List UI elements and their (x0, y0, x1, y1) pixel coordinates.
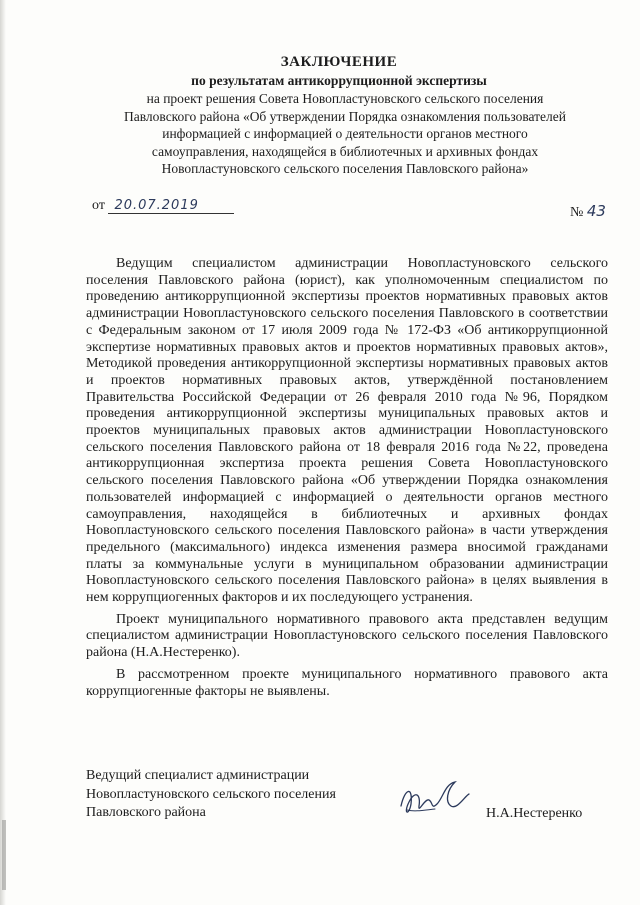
position-line: Павловского района (86, 805, 206, 820)
scan-edge-mark (2, 820, 6, 890)
document-body (86, 256, 608, 700)
body-paragraph: Ведущим специалистом администрации Новопластуновского сельского поселения Павловского района (юрист), как уполномоченным специалистом по проведению антикоррупционной экспертизы проектов нормативных правовых актов администрации Новопластуновского сельского поселения Павловского в соответствии с Федеральным законом от 17 июля 2009 года № 172-ФЗ «Об антикоррупционной экспертизе нормативных правовых актов и проектов нормативных правовых актов», Методикой проведения антикоррупционной экспертизы нормативных правовых актов и проектов нормативных правовых актов, утверждённой постановлением Правительства Российской Федерации от 26 февраля 2010 года №96, Порядком проведения антикоррупционной экспертизы муниципальных правовых актов и проектов муниципальных правовых актов администрации Новопластуновского сельского поселения Павловского района от 18 февраля 2016 года №22, проведена антикоррупционная экспертиза проекта решения Совета Новопластуновского сельского поселения Павловского района «Об утверждении Порядка ознакомления пользователей информацией с информацией о деятельности органов местного самоуправления, находящейся в библиотечных и архивных фондах Новопластуновского сельского поселения Павловского района» в части утверждения предельного (максимального) индекса изменения размера вносимой гражданами платы за коммунальные услуги в муниципальном образовании администрации Новопластуновского сельского поселения Павловского района» в целях выявления в нем коррупциогенных факторов и их последующего устранения. (86, 256, 608, 606)
handwritten-signature (395, 776, 473, 826)
date-handwritten: 20.07.2019 (108, 198, 234, 214)
document-subtitle: по результатам антикоррупционной экспертизы (191, 73, 487, 88)
document-about (100, 90, 590, 178)
position-line: Новопластуновского сельского поселения (86, 786, 336, 802)
about-line: на проект решения Совета Новопластуновского сельского поселения (146, 91, 544, 106)
document-title: ЗАКЛЮЧЕНИЕ (280, 54, 398, 70)
about-line: самоуправления, находящейся в библиотечных и архивных фондах (151, 143, 539, 159)
about-line: Павловского района «Об утверждении Порядка ознакомления пользователей (123, 108, 567, 124)
date-prefix: от (92, 198, 105, 213)
document-number (570, 202, 606, 221)
body-paragraph: В рассмотренном проекте муниципального нормативного правового акта коррупциогенные факторы не выявлены. (86, 666, 608, 699)
number-handwritten: 43 (586, 202, 606, 220)
signatory-name: Н.А.Нестеренко (486, 806, 583, 821)
number-prefix: № (570, 205, 584, 220)
scan-edge-shadow (0, 0, 6, 905)
signatory-position (86, 767, 336, 823)
about-line: Новопластуновского сельского поселения Павловского района» (161, 161, 529, 176)
document-date (92, 198, 234, 214)
position-line: Ведущий специалист администрации (86, 768, 310, 783)
body-paragraph: Проект муниципального нормативного правового акта представлен ведущим специалистом администрации Новопластуновского сельского поселения Павловского района (Н.А.Нестеренко). (86, 611, 608, 661)
about-line: информацией с информацией о деятельности органов местного (162, 126, 528, 141)
